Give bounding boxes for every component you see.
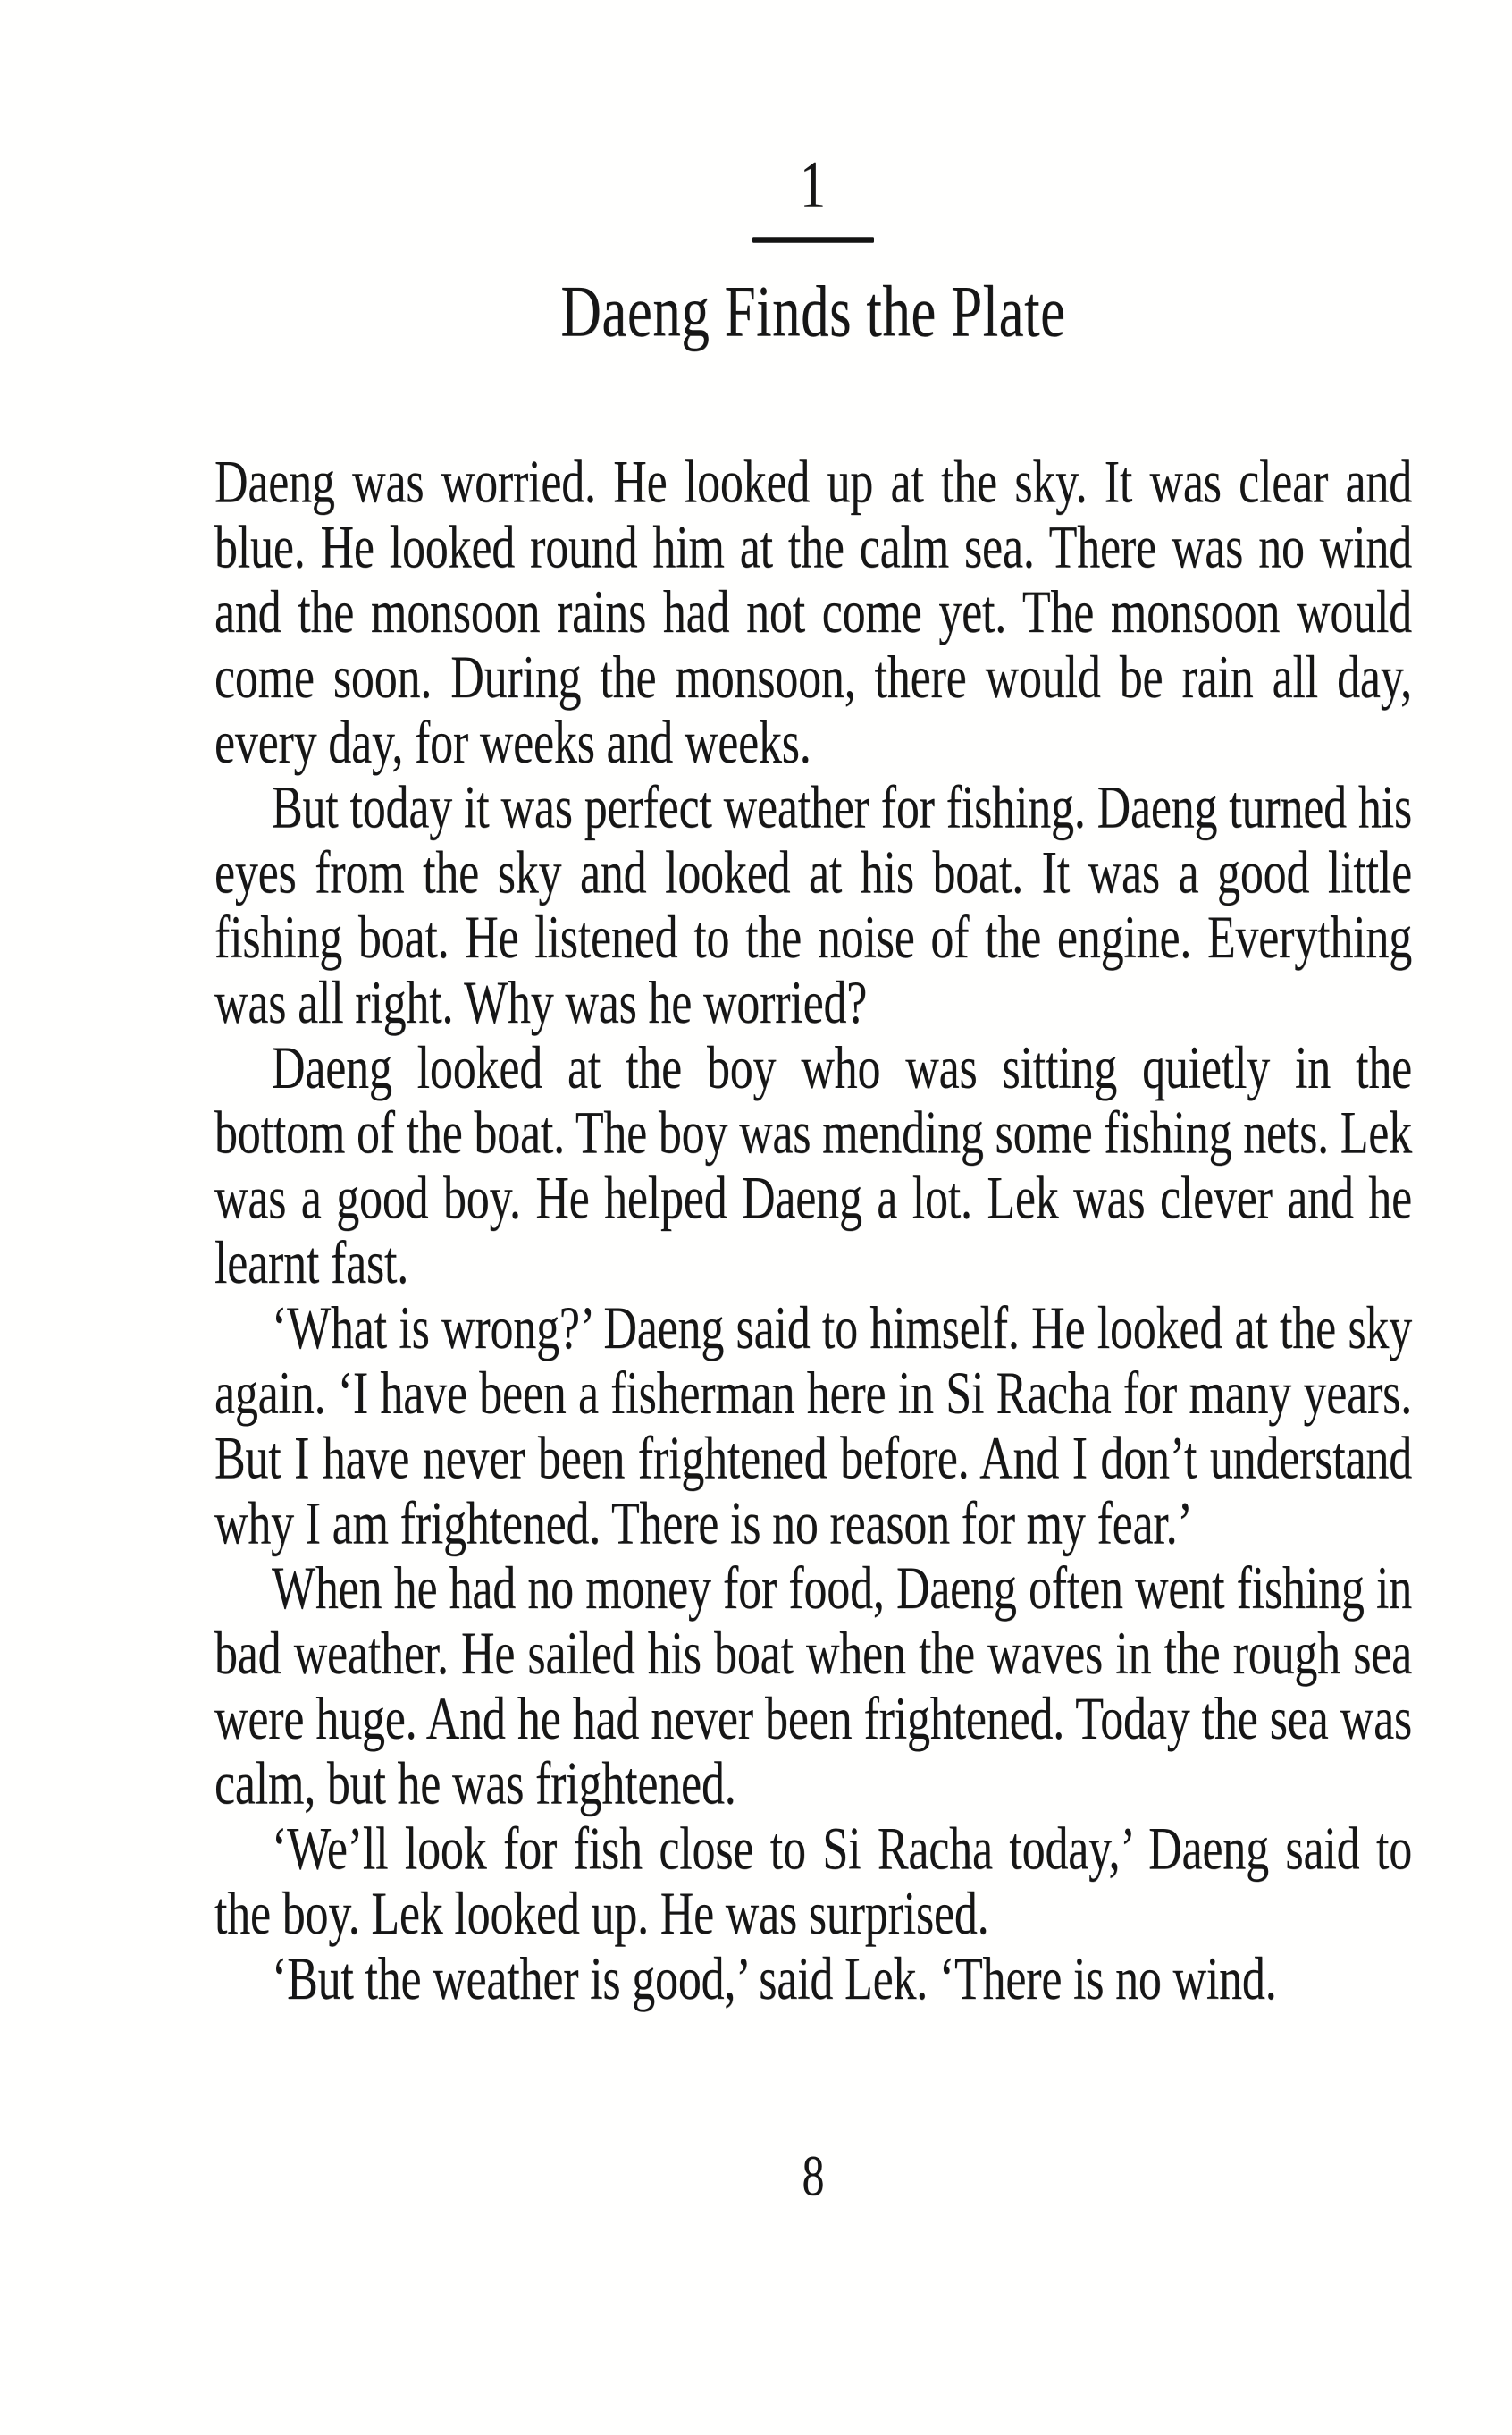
body-paragraph: Daeng was worried. He looked up at the sky. It was clear and blue. He looked round him at the calm sea. There was no wind and the monsoon rains had not come yet. The monsoon would come soon. During the monsoon, there would be rain all day, every day, for weeks and weeks. [214, 450, 1412, 777]
chapter-heading [214, 0, 1412, 352]
body-paragraph: But today it was perfect weather for fishing. Daeng turned his eyes from the sky and looked at his boat. It was a good little fishing boat. He listened to the noise of the engine. Everything was all right. Why was he worried? [214, 775, 1412, 1037]
body-text [214, 451, 1412, 2012]
body-paragraph: ‘But the weather is good,’ said Lek. ‘There is no wind. [272, 1946, 1277, 2013]
page-footer [214, 2143, 1412, 2208]
chapter-rule [752, 237, 874, 243]
chapter-number: 1 [800, 146, 827, 223]
body-paragraph: When he had no money for food, Daeng often went fishing in bad weather. He sailed his boat when the waves in the rough sea were huge. And he had never been frightened. Today the sea was calm, but he was frightened. [214, 1555, 1412, 1818]
body-paragraph: Daeng looked at the boy who was sitting quietly in the bottom of the boat. The boy was mending some fishing nets. Lek was a good boy. He helped Daeng a lot. Lek was clever and he learnt fast. [214, 1035, 1412, 1297]
chapter-title: Daeng Finds the Plate [560, 270, 1066, 352]
body-paragraph: ‘What is wrong?’ Daeng said to himself. He looked at the sky again. ‘I have been a fisherman here in Si Racha for many years. But I have never been frightened before. And I don’t understand why I am frightened. There is no reason for my fear.’ [214, 1295, 1412, 1557]
page-number: 8 [802, 2143, 825, 2208]
body-paragraph: ‘We’ll look for fish close to Si Racha today,’ Daeng said to the boy. Lek looked up. He was surprised. [214, 1816, 1412, 1948]
